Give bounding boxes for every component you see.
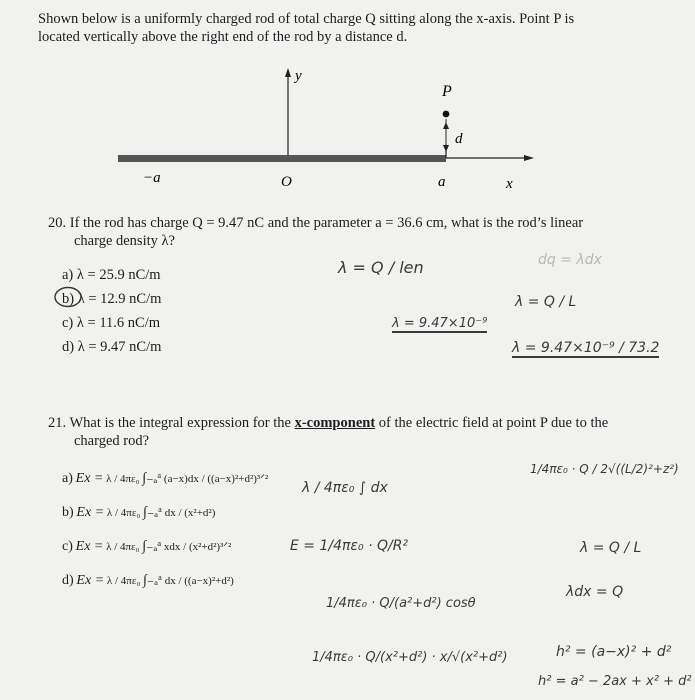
option-letter: c) xyxy=(62,315,74,331)
q21-option-c[interactable] xyxy=(62,538,231,555)
option-text: λ = 12.9 nC/m xyxy=(77,291,162,307)
option-letter: b) xyxy=(62,505,74,520)
a-label: a xyxy=(438,174,446,190)
origin-label: O xyxy=(281,174,292,190)
q20-line1: If the rod has charge Q = 9.47 nC and the parameter a = 36.6 cm, what is the rod’s linear xyxy=(69,215,584,231)
q21-option-b[interactable] xyxy=(62,504,215,521)
point-p-dot xyxy=(443,111,450,118)
q20-number: 20. xyxy=(48,215,67,231)
option-coef: λ / 4πε₀ xyxy=(106,507,141,519)
question-20 xyxy=(48,214,668,250)
note-lambda-q-len: λ = Q / len xyxy=(338,258,424,277)
y-label: y xyxy=(295,68,302,84)
option-integrand: dx / ((a−x)²+d²) xyxy=(164,575,234,587)
option-integral: ∫₋ₐᵃ xyxy=(142,539,162,554)
note-h-expanded: h² = a² − 2ax + x² + d² xyxy=(538,674,692,689)
q21-line1-post: of the electric field at point P due to the xyxy=(375,415,609,431)
q20-option-d[interactable] xyxy=(62,338,161,356)
option-letter: d) xyxy=(62,339,75,355)
d-arrow-up xyxy=(443,122,449,129)
charged-rod xyxy=(118,155,446,162)
option-text: λ = 25.9 nC/m xyxy=(76,267,161,283)
answer-circle-mark xyxy=(52,284,84,310)
option-text: λ = 11.6 nC/m xyxy=(76,315,161,331)
intro-line-1: Shown below is a uniformly charged rod of total charge Q sitting along the x-axis. Point P is xyxy=(38,11,575,27)
option-letter: a) xyxy=(62,471,73,486)
option-lhs: Ex = xyxy=(75,539,104,554)
option-letter: b) xyxy=(62,291,75,307)
note-e-field: E = 1/4πε₀ · Q/R² xyxy=(290,538,409,554)
option-integral: ∫₋ₐᵃ xyxy=(142,471,162,486)
rod-figure xyxy=(0,0,695,205)
note-dq: dq = λdx xyxy=(538,252,602,268)
note-lambda-q-l: λ = Q / L xyxy=(515,294,577,310)
note-final-integrand: 1/4πε₀ · Q/(x²+d²) · x/√(x²+d²) xyxy=(312,650,508,665)
d-arrow-down xyxy=(443,145,449,152)
q20-option-c[interactable] xyxy=(62,314,160,332)
option-lhs: Ex = xyxy=(76,505,105,520)
y-axis-arrow xyxy=(285,68,291,77)
option-integrand: (a−x)dx / ((a−x)²+d²)³ᐟ² xyxy=(163,473,269,485)
intro-line-2: located vertically above the right end of the rod by a distance d. xyxy=(38,29,408,45)
neg-a-label: −a xyxy=(143,170,161,186)
q21-line1-pre: What is the integral expression for the xyxy=(69,415,295,431)
d-label: d xyxy=(455,131,463,147)
q21-line2: charged rod? xyxy=(74,433,150,449)
option-letter: c) xyxy=(62,539,73,554)
option-lhs: Ex = xyxy=(75,471,104,486)
option-letter: d) xyxy=(62,573,74,588)
q21-option-d[interactable] xyxy=(62,572,234,589)
option-integral: ∫₋ₐᵃ xyxy=(143,573,162,588)
note-integral-start: λ / 4πε₀ ∫ dx xyxy=(302,480,388,496)
x-axis-arrow xyxy=(524,155,534,161)
note-h-squared: h² = (a−x)² + d² xyxy=(556,644,672,660)
option-integral: ∫₋ₐᵃ xyxy=(143,505,162,520)
q21-option-a[interactable] xyxy=(62,470,268,487)
note-lambda-value: λ = 9.47×10⁻⁹ xyxy=(392,316,488,331)
note-lambda-q-l-2: λ = Q / L xyxy=(580,540,642,556)
note-cos-theta: 1/4πε₀ · Q/(a²+d²) cosθ xyxy=(326,596,476,611)
q21-number: 21. xyxy=(48,415,67,431)
option-integrand: xdx / (x²+d²)³ᐟ² xyxy=(163,541,232,553)
q21-emphasis: x-component xyxy=(294,415,376,431)
q20-option-a[interactable] xyxy=(62,266,161,284)
question-21 xyxy=(48,414,678,450)
note-field-formula: 1/4πε₀ · Q / 2√((L/2)²+z²) xyxy=(530,462,679,476)
option-coef: λ / 4πε₀ xyxy=(106,473,140,485)
p-label: P xyxy=(442,83,452,100)
note-lambda-dx: λdx = Q xyxy=(566,584,624,600)
option-text: λ = 9.47 nC/m xyxy=(77,339,162,355)
option-coef: λ / 4πε₀ xyxy=(106,575,141,587)
q20-line2: charge density λ? xyxy=(74,233,175,249)
x-label: x xyxy=(506,176,513,192)
note-lambda-division: λ = 9.47×10⁻⁹ / 73.2 xyxy=(512,340,660,356)
option-letter: a) xyxy=(62,267,74,283)
option-integrand: dx / (x²+d²) xyxy=(164,507,216,519)
option-coef: λ / 4πε₀ xyxy=(106,541,140,553)
option-lhs: Ex = xyxy=(76,573,105,588)
